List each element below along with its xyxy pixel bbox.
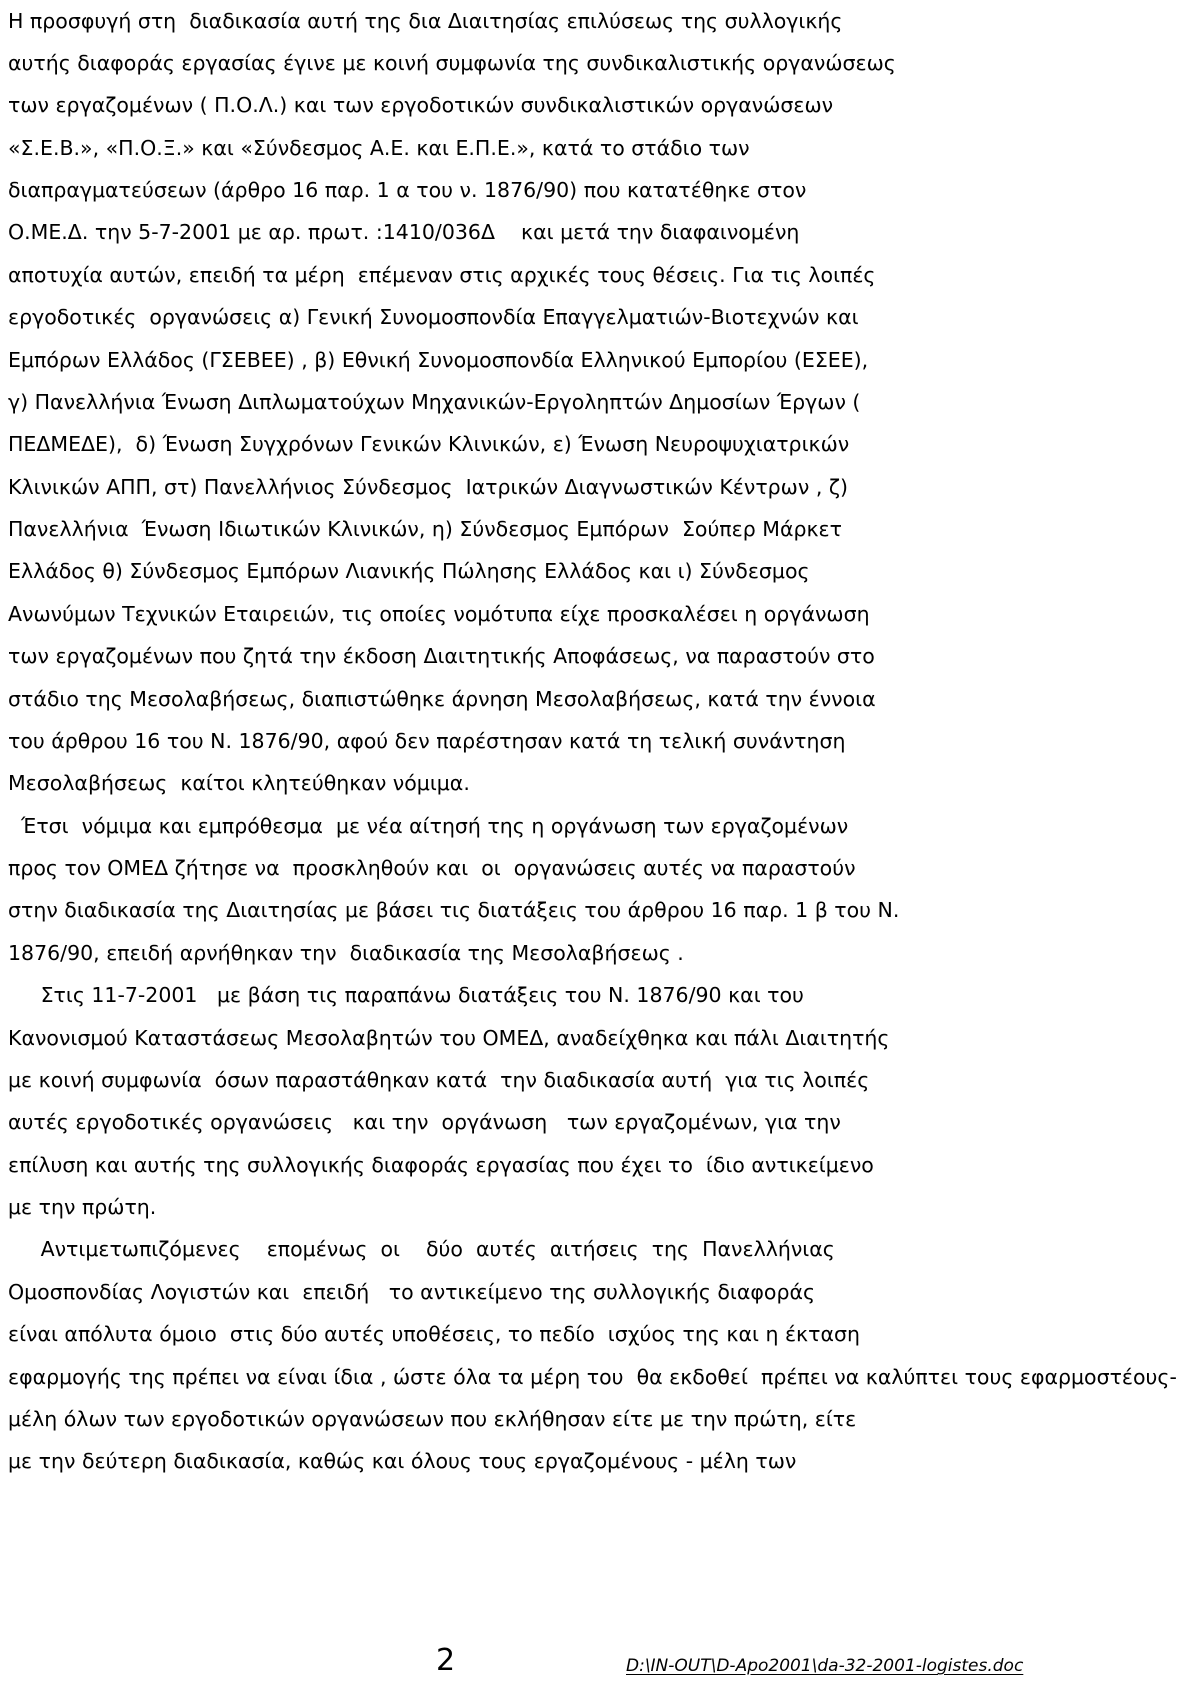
body-line: είναι απόλυτα όμοιο στις δύο αυτές υποθέσεις, το πεδίο ισχύος της και η έκταση [8,1322,860,1346]
body-line: Εμπόρων Ελλάδος (ΓΣΕΒΕΕ) , β) Εθνική Συνομοσπονδία Ελληνικού Εμπορίου (ΕΣΕΕ), [8,348,869,372]
page-number: 2 [436,1643,456,1678]
body-line: γ) Πανελλήνια Ένωση Διπλωματούχων Μηχανικών-Εργοληπτών Δημοσίων Έργων ( [8,390,861,414]
body-line: διαπραγματεύσεων (άρθρο 16 παρ. 1 α του ν. 1876/90) που κατατέθηκε στον [8,178,807,202]
body-line: ΠΕΔΜΕΔΕ), δ) Ένωση Συγχρόνων Γενικών Κλινικών, ε) Ένωση Νευροψυχιατρικών [8,432,850,456]
body-line: 1876/90, επειδή αρνήθηκαν την διαδικασία της Μεσολαβήσεως . [8,941,684,965]
body-line: επίλυση και αυτής της συλλογικής διαφοράς εργασίας που έχει το ίδιο αντικείμενο [8,1153,874,1177]
body-line: των εργαζομένων ( Π.Ο.Λ.) και των εργοδοτικών συνδικαλιστικών οργανώσεων [8,93,834,117]
body-line: με την δεύτερη διαδικασία, καθώς και όλους τους εργαζομένους - μέλη των [8,1449,797,1473]
body-line: Κλινικών ΑΠΠ, στ) Πανελλήνιος Σύνδεσμος Ιατρικών Διαγνωστικών Κέντρων , ζ) [8,475,848,499]
body-line: Ελλάδος θ) Σύνδεσμος Εμπόρων Λιανικής Πώλησης Ελλάδος και ι) Σύνδεσμος [8,559,810,583]
body-line: στάδιο της Μεσολαβήσεως, διαπιστώθηκε άρνηση Μεσολαβήσεως, κατά την έννοια [8,687,876,711]
body-line: «Σ.Ε.Β.», «Π.Ο.Ξ.» και «Σύνδεσμος Α.Ε. και Ε.Π.Ε.», κατά το στάδιο των [8,136,750,160]
body-line: Ομοσπονδίας Λογιστών και επειδή το αντικείμενο της συλλογικής διαφοράς [8,1280,816,1304]
body-line: αυτές εργοδοτικές οργανώσεις και την οργάνωση των εργαζομένων, για την [8,1110,841,1134]
body-line: Ανωνύμων Τεχνικών Εταιρειών, τις οποίες νομότυπα είχε προσκαλέσει η οργάνωση [8,602,870,626]
body-line: Ο.ΜΕ.Δ. την 5-7-2001 με αρ. πρωτ. :1410/036Δ και μετά την διαφαινομένη [8,220,800,244]
body-line: προς τον ΟΜΕΔ ζήτησε να προσκληθούν και οι οργανώσεις αυτές να παραστούν [8,856,856,880]
body-line: με κοινή συμφωνία όσων παραστάθηκαν κατά την διαδικασία αυτή για τις λοιπές [8,1068,870,1092]
body-line: Μεσολαβήσεως καίτοι κλητεύθηκαν νόμιμα. [8,771,470,795]
body-line: εφαρμογής της πρέπει να είναι ίδια , ώστε όλα τα μέρη του θα εκδοθεί πρέπει να καλύπτει τους εφαρμοστέους- [8,1365,1177,1389]
body-line: Έτσι νόμιμα και εμπρόθεσμα με νέα αίτησή της η οργάνωση των εργαζομένων [8,814,849,838]
body-line: Η προσφυγή στη διαδικασία αυτή της δια Διαιτησίας επιλύσεως της συλλογικής [8,9,843,33]
body-line: των εργαζομένων που ζητά την έκδοση Διαιτητικής Αποφάσεως, να παραστούν στο [8,644,875,668]
body-line: Πανελλήνια Ένωση Ιδιωτικών Κλινικών, η) Σύνδεσμος Εμπόρων Σούπερ Μάρκετ [8,517,842,541]
body-line: Στις 11-7-2001 με βάση τις παραπάνω διατάξεις του Ν. 1876/90 και του [8,983,804,1007]
body-line: μέλη όλων των εργοδοτικών οργανώσεων που εκλήθησαν είτε με την πρώτη, είτε [8,1407,857,1431]
body-line: στην διαδικασία της Διαιτησίας με βάσει τις διατάξεις του άρθρου 16 παρ. 1 β του Ν. [8,898,900,922]
body-line: του άρθρου 16 του Ν. 1876/90, αφού δεν παρέστησαν κατά τη τελική συνάντηση [8,729,846,753]
body-line: Κανονισμού Καταστάσεως Μεσολαβητών του ΟΜΕΔ, αναδείχθηκα και πάλι Διαιτητής [8,1026,890,1050]
file-path: D:\IN-OUT\D-Apo2001\da-32-2001-logistes.doc [626,1656,1024,1676]
body-line: με την πρώτη. [8,1195,157,1219]
body-line: αυτής διαφοράς εργασίας έγινε με κοινή συμφωνία της συνδικαλιστικής οργανώσεως [8,51,896,75]
body-line: εργοδοτικές οργανώσεις α) Γενική Συνομοσπονδία Επαγγελματιών-Βιοτεχνών και [8,305,859,329]
body-line: αποτυχία αυτών, επειδή τα μέρη επέμεναν στις αρχικές τους θέσεις. Για τις λοιπές [8,263,876,287]
body-line: Αντιμετωπιζόμενες επομένως οι δύο αυτές αιτήσεις της Πανελλήνιας [8,1237,835,1261]
